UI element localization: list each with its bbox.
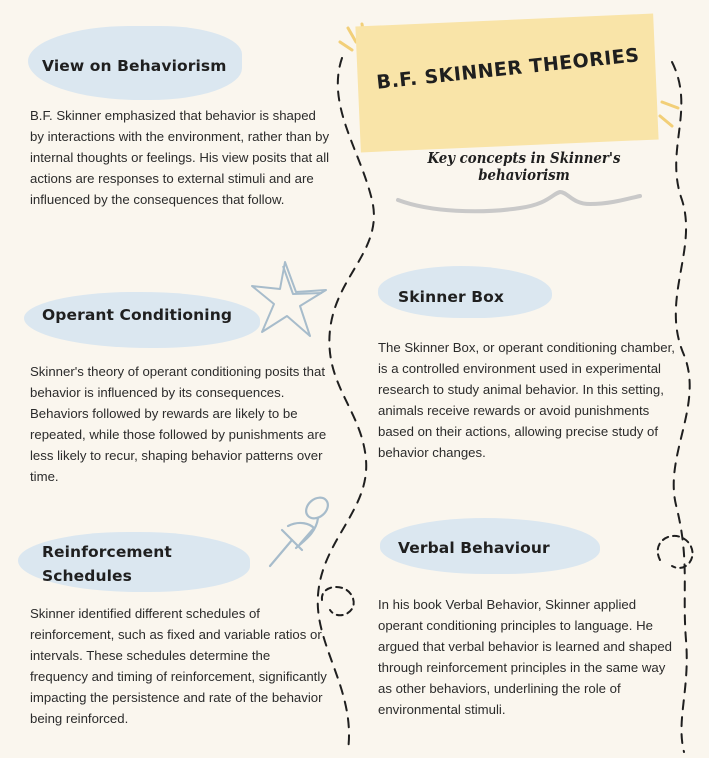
body-verbal-behaviour: In his book Verbal Behavior, Skinner applied operant conditioning principles to language. He argued that verbal behavior is learned and shaped through reinforcement principles in the same way as other behaviors, underlining the role of environmental stimuli. xyxy=(378,597,672,717)
body-operant-conditioning: Skinner's theory of operant conditioning posits that behavior is influenced by its consequences. Behaviors followed by rewards are likely to be repeated, while those followed by punishments are less likely to recur, shaping behavior patterns over time. xyxy=(30,364,327,484)
loop-right-path xyxy=(658,536,693,568)
squiggle-underline xyxy=(398,192,640,211)
heading-verbal-behaviour: Verbal Behaviour xyxy=(398,539,550,557)
page-title: B.F. SKINNER THEORIES xyxy=(375,44,641,94)
heading-operant-conditioning: Operant Conditioning xyxy=(42,306,233,324)
heading-view-on-behaviorism: View on Behaviorism xyxy=(42,57,227,75)
heading-skinner-box: Skinner Box xyxy=(398,288,504,306)
body-reinforcement-schedules: Skinner identified different schedules of reinforcement, such as fixed and variable ratios or intervals. These schedules determine the frequency and timing of reinforcement, significantly impacting the persistence and rate of the behavior being reinforced. xyxy=(30,606,327,726)
body-view-on-behaviorism: B.F. Skinner emphasized that behavior is shaped by interactions with the environment, rather than by internal thoughts or feelings. His view posits that all actions are responses to external stimuli and are influenced by the consequences that follow. xyxy=(30,108,330,207)
star-icon xyxy=(252,262,326,336)
heading-reinforcement-schedules: Reinforcement Schedules xyxy=(42,543,172,585)
body-skinner-box: The Skinner Box, or operant conditioning chamber, is a controlled environment used in experimental research to study animal behavior. In this setting, animals receive rewards or avoid punishments based on their actions, allowing precise study of behavior changes. xyxy=(378,340,675,460)
sparkle-icon-right xyxy=(660,102,678,126)
pushpin-icon xyxy=(270,493,332,566)
page-subtitle: Key concepts in Skinner's behaviorism xyxy=(427,150,621,184)
